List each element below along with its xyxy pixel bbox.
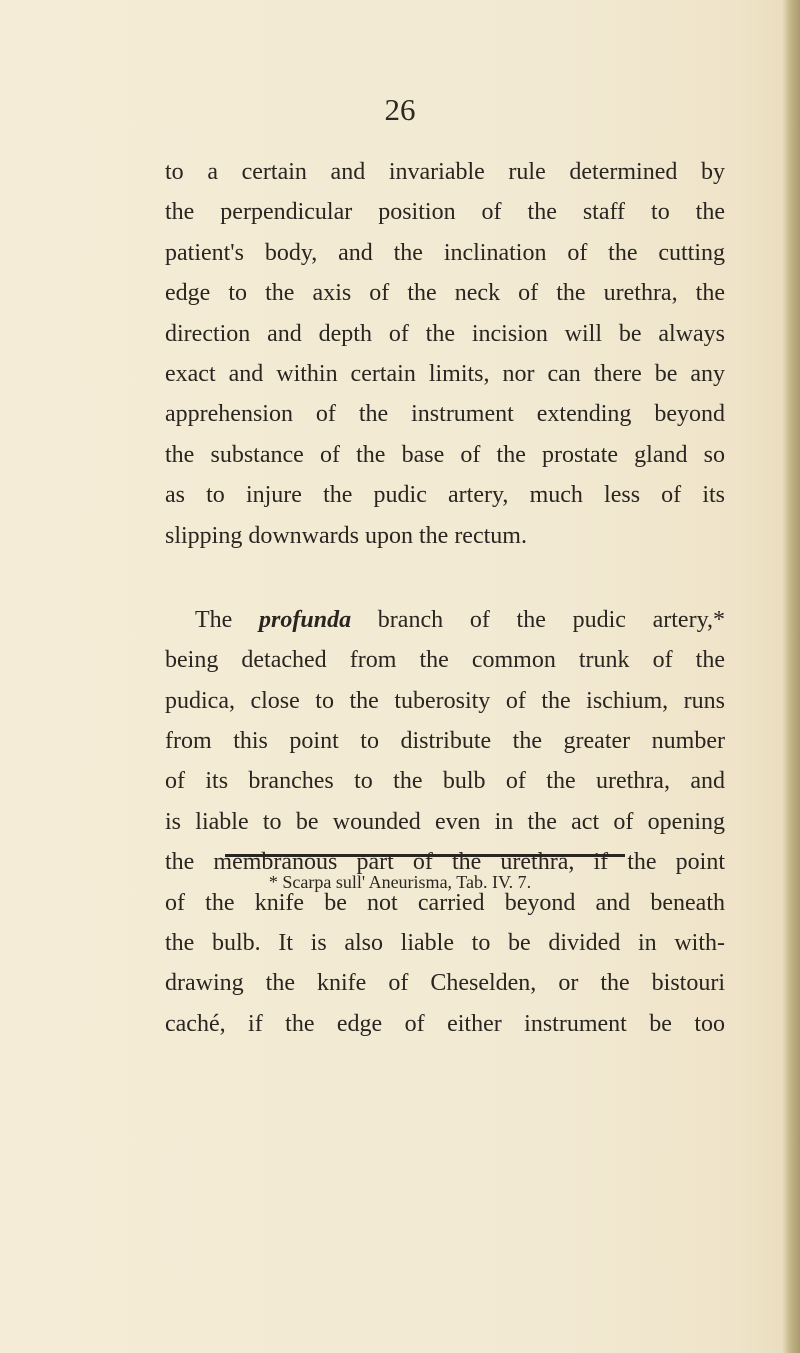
- text-line: of its branches to the bulb of the urethra, and: [165, 768, 725, 795]
- body-text: [165, 152, 725, 1044]
- footnote-rule: [225, 854, 625, 857]
- text-line-first: [165, 600, 725, 640]
- text-line: slipping downwards upon the rectum.: [165, 522, 527, 549]
- text-line: of the knife be not carried beyond and beneath: [165, 889, 725, 916]
- text-line: direction and depth of the incision will be always: [165, 320, 725, 347]
- text-line: is liable to be wounded even in the act of opening: [165, 808, 725, 835]
- paragraph-gap: [165, 556, 725, 600]
- text-line: the perpendicular position of the staff to the: [165, 199, 725, 226]
- paragraph-2: [165, 600, 725, 1044]
- text-line: the substance of the base of the prostate gland so: [165, 441, 725, 468]
- paragraph-1: [165, 152, 725, 556]
- text-line: from this point to distribute the greater number: [165, 728, 725, 755]
- text-line: the bulb. It is also liable to be divided in with-: [165, 930, 725, 957]
- text-run: The: [195, 606, 260, 633]
- text-line: apprehension of the instrument extending beyond: [165, 401, 725, 428]
- text-line: as to injure the pudic artery, much less of its: [165, 482, 725, 509]
- text-run: branch of the pudic artery,*: [351, 606, 726, 633]
- text-line: edge to the axis of the neck of the urethra, the: [165, 280, 725, 307]
- text-line: to a certain and invariable rule determined by: [165, 159, 725, 185]
- text-line: drawing the knife of Cheselden, or the bistouri: [165, 970, 725, 997]
- text-line: caché, if the edge of either instrument be too: [165, 1010, 725, 1037]
- text-line: being detached from the common trunk of the: [165, 647, 725, 674]
- text-line: patient's body, and the inclination of the cutting: [165, 239, 725, 266]
- page-edge-shadow: [782, 0, 800, 1353]
- page-number: 26: [384, 92, 416, 127]
- italic-term-profunda: profunda: [259, 606, 352, 633]
- text-line: pudica, close to the tuberosity of the ischium, runs: [165, 687, 725, 714]
- text-line: exact and within certain limits, nor can there be any: [165, 360, 725, 387]
- footnote: * Scarpa sull' Aneurisma, Tab. IV. 7.: [268, 872, 532, 892]
- text-line: the membranous part of the urethra, if the point: [165, 849, 725, 876]
